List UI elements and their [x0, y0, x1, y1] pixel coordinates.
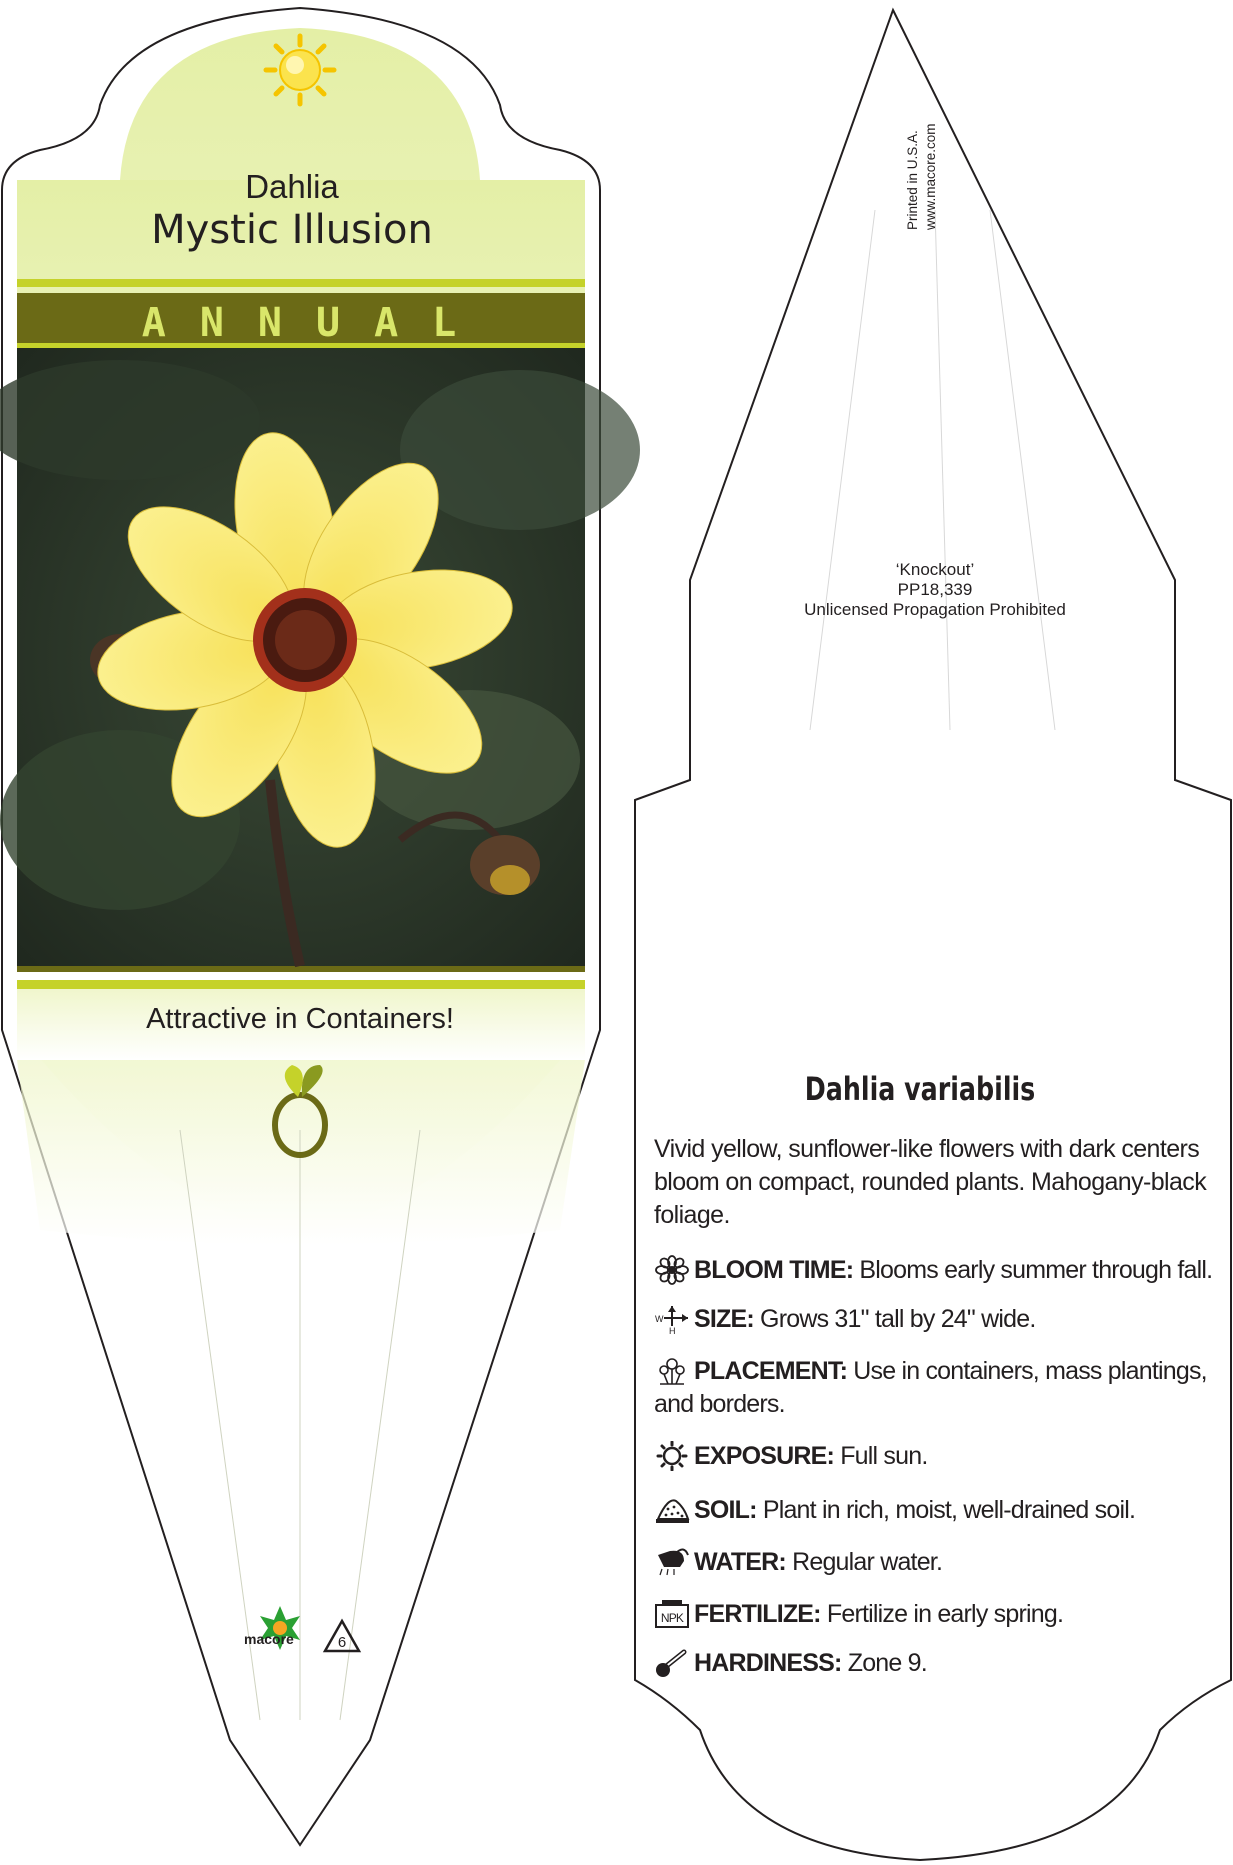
brand-name: macore: [244, 1631, 294, 1647]
care-fertilize: [654, 1598, 1219, 1631]
patent-block: [740, 560, 1130, 620]
flower-photo: [0, 348, 640, 966]
size-arrows-icon: [654, 1304, 690, 1334]
care-label: PLACEMENT:: [694, 1357, 848, 1385]
care-text: Grows 31" tall by 24" wide.: [753, 1305, 1036, 1333]
care-label: WATER:: [694, 1548, 786, 1576]
tagline: Attractive in Containers!: [146, 1003, 454, 1035]
care-label: BLOOM TIME:: [694, 1256, 854, 1284]
care-text: Use in containers, mass plantings, and borders.: [654, 1357, 1207, 1418]
care-water: [654, 1546, 1219, 1579]
sun-logo-icon: [266, 36, 334, 104]
care-hardiness: [654, 1647, 1219, 1680]
trade-name: ‘Knockout’: [895, 560, 975, 579]
sun-icon: [654, 1441, 690, 1471]
thermometer-icon: [654, 1648, 690, 1678]
care-text: Full sun.: [834, 1442, 928, 1470]
cultivar-name: Mystic Illusion: [151, 207, 433, 253]
care-size: [654, 1303, 1219, 1336]
printed-line-1: Printed in U.S.A.: [905, 130, 920, 230]
category-band: ANNUAL: [141, 300, 491, 346]
printed-info: [905, 100, 945, 250]
plant-description: Vivid yellow, sunflower-like flowers with dark centers bloom on compact, rounded plants. Mahogany-black foliage.: [654, 1135, 1207, 1229]
patent-number: PP18,339: [897, 580, 973, 599]
back-tag: [635, 10, 1231, 1860]
care-exposure: [654, 1440, 1219, 1473]
care-label: SOIL:: [694, 1496, 757, 1524]
npk-label: NPK: [660, 1611, 684, 1625]
printed-line-2: www.macore.com: [923, 123, 938, 230]
watering-can-icon: [654, 1547, 690, 1577]
botanical-name: Dahlia variabilis: [804, 1070, 1036, 1108]
care-label: FERTILIZE:: [694, 1600, 821, 1628]
care-text: Plant in rich, moist, well-drained soil.: [756, 1496, 1136, 1524]
care-text: Zone 9.: [841, 1649, 927, 1677]
npk-icon: [654, 1599, 690, 1629]
care-label: EXPOSURE:: [694, 1442, 835, 1470]
care-label: HARDINESS:: [694, 1649, 842, 1677]
care-soil: [654, 1494, 1219, 1527]
flower-icon: [654, 1255, 690, 1285]
care-placement: [654, 1355, 1219, 1421]
plants-icon: [654, 1356, 690, 1386]
care-text: Regular water.: [785, 1548, 943, 1576]
size-w-label: W: [655, 1314, 663, 1324]
care-label: SIZE:: [694, 1305, 754, 1333]
recycle-icon: [322, 1618, 362, 1654]
care-text: Blooms early summer through fall.: [853, 1256, 1213, 1284]
patent-notice: Unlicensed Propagation Prohibited: [804, 600, 1066, 619]
care-text: Fertilize in early spring.: [820, 1600, 1064, 1628]
genus-name: Dahlia: [245, 168, 339, 205]
care-bloom-time: [654, 1254, 1219, 1287]
size-h-label: H: [669, 1326, 675, 1334]
recycle-number: 6: [337, 1634, 347, 1651]
soil-icon: [654, 1495, 690, 1525]
